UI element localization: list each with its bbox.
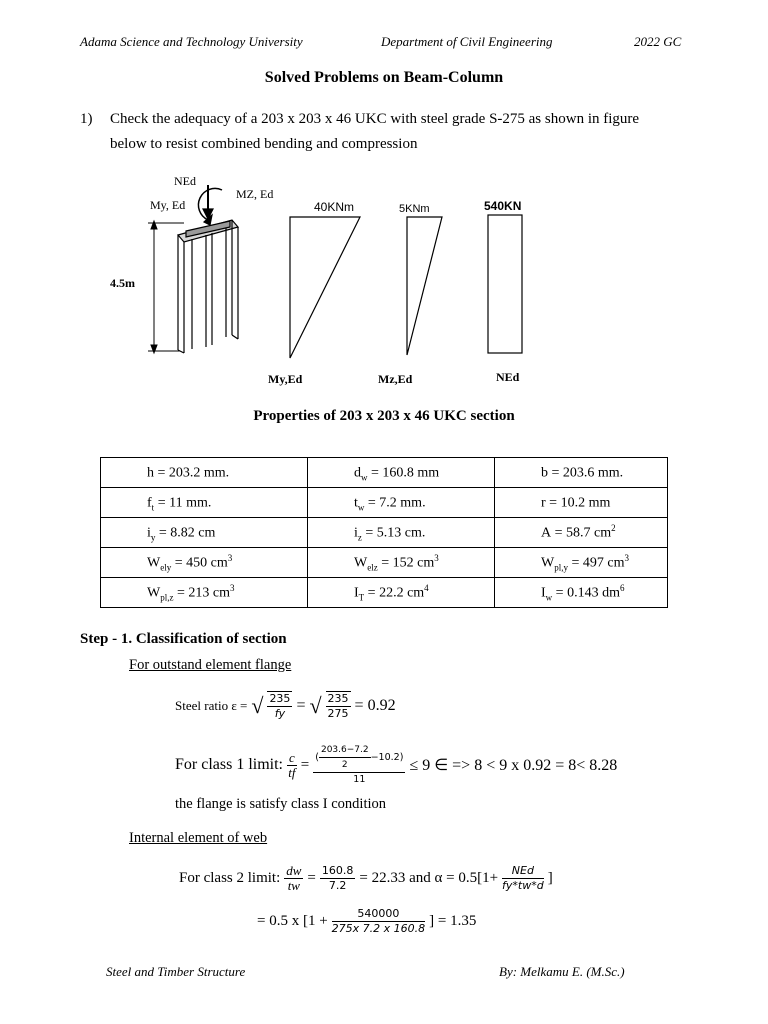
problem-line-2: below to resist combined bending and compression [110,136,418,152]
my-caption: My,Ed [268,372,303,386]
problem-line-1: Check the adequacy of a 203 x 203 x 46 UKC with steel grade S-275 as shown in figure [110,111,640,127]
steel-ratio-equation: Steel ratio ε = √ $\frac{235}{fy}$ = √ $\frac{235}{275}$ = 0.92 [175,692,396,720]
table-cell: $f_t = 11$ mm. [101,488,308,518]
table-cell: h = 203.2 mm. [101,458,308,488]
table-cell: $I_T = 22.2$ $cm^4$ [308,578,495,608]
alpha-equation [257,902,476,940]
step-1-heading: Step - 1. Classification of section [80,631,287,647]
flange-num-b: 2 [341,760,348,770]
alpha-den-2: 275x 7.2 x 160.8 [331,921,426,935]
alpha-num-2: 540000 [332,907,426,922]
table-cell: $I_w = 0.143$ $dm^6$ [495,578,668,608]
table-cell: r = 10.2 mm [495,488,668,518]
alpha-fraction [502,864,544,893]
axial-caption: NEd [496,370,520,384]
tf-symbol: tf [288,764,296,780]
alpha-result: ] = 1.35 [429,912,477,929]
mz-caption: Mz,Ed [378,372,413,386]
steel-ratio-label: Steel ratio ε = [175,698,248,713]
web-result: = 22.33 and α = 0.5[1+ [359,869,499,886]
mz-moment-value: 5KNm [399,203,430,215]
web-num: 160.8 [321,863,354,877]
table-cell: $W_{elz} = 152$ $cm^3$ [308,548,495,578]
beam-column-figure [100,165,560,395]
table-row [101,458,668,488]
flange-den: 11 [353,774,366,785]
flange-heading: For outstand element flange [129,657,292,673]
table-cell: $i_y = 8.82$ cm [101,518,308,548]
table-row [101,548,668,578]
class2-label: For class 2 limit: [179,869,281,886]
height-dimension [148,221,184,353]
eps-fraction-2 [326,691,351,721]
dw-symbol: dw [286,862,302,878]
page-title: Solved Problems on Beam-Column [264,69,504,86]
footer-author: By: Melkamu E. (M.Sc.) [499,964,625,979]
header-university: Adama Science and Technology University [80,34,303,49]
flange-conclusion: the flange is satisfy class I condition [175,796,387,812]
mz-moment-diagram [407,217,442,355]
footer-course: Steel and Timber Structure [106,964,246,979]
section-properties-table [100,457,668,608]
eps-num-1: 235 [269,692,291,705]
axial-value: 540KN [484,199,522,213]
height-label: 4.5m [110,276,135,290]
eps-den-1: fy [274,707,286,720]
class1-label: For class 1 limit: [175,756,283,773]
alpha-fraction-2 [332,907,426,936]
sqrt-icon-2: √ [309,693,322,718]
table-cell: $W_{ely} = 450$ $cm^3$ [101,548,308,578]
header-department: Department of Civil Engineering [381,34,553,49]
c-symbol: c [289,749,295,765]
eps-den-2: 275 [327,707,349,720]
table-row [101,578,668,608]
table-cell: $i_z = 5.13$ cm. [308,518,495,548]
tw-symbol: tw [287,877,300,893]
c-tf-fraction [287,751,297,780]
flange-num-c: −10.2 [370,752,400,763]
eps-result: = 0.92 [354,697,396,714]
my-top-label: My, Ed [150,198,186,212]
table-cell: $d_w = 160.8$ mm [308,458,495,488]
web-den: 7.2 [328,878,347,892]
sqrt-icon-1: √ [251,693,264,718]
axial-force-diagram [488,215,522,353]
table-cell: $t_w = 7.2$ mm. [308,488,495,518]
my-moment-value: 40KNm [314,200,355,214]
flange-num-a: 203.6−7.2 [319,743,371,758]
table-row [101,488,668,518]
table-row [101,518,668,548]
table-title: Properties of 203 x 203 x 46 UKC section [253,408,515,424]
table-cell: $W_{pl,y} = 497$ $cm^3$ [495,548,668,578]
eps-num-2: 235 [327,692,349,705]
flange-ratio-fraction: ( $\frac{203.6-7.2}{2}$ −10.2) 11 [315,745,404,785]
web-heading: Internal element of web [129,830,268,846]
alpha-close: ] [547,869,553,886]
table-cell: $W_{pl,z} = 213$ $cm^3$ [101,578,308,608]
class1-result: ≤ 9 ∈ => 8 < 9 x 0.92 = 8< 8.28 [409,757,618,774]
table-cell: A = 58.7 $cm^2$ [495,518,668,548]
my-moment-diagram [290,217,360,358]
header-year: 2022 GC [634,34,682,49]
alpha-num: NEd [502,864,544,879]
mz-top-label: MZ, Ed [236,187,274,201]
alpha-line2-prefix: = 0.5 x [1 + [257,912,328,929]
table-cell: b = 203.6 mm. [495,458,668,488]
eps-fraction-1 [267,691,292,721]
problem-number: 1) [80,111,93,127]
class1-equation: For class 1 limit: $\frac{c}{tf}$ = ( $\frac{203.6-7.2}{2}$ −10.2) 11 ≤ 9 ∈ => 8 < 9 x 0.92 = 8< 8.28 [175,745,618,785]
class2-equation: For class 2 limit: $\frac{dw}{tw}$ = $\frac{160.8}{7.2}$ = 22.33 and α = 0.5[1+ $\frac{\text{NEd}}{fy*tw*d}$ ] [179,862,553,893]
problem-statement [80,107,680,157]
ned-top-label: NEd [174,174,196,188]
dw-tw-fraction [284,864,303,893]
alpha-den: fy*tw*d [502,878,544,892]
column-drawing [178,185,238,353]
web-ratio-fraction [320,864,356,893]
